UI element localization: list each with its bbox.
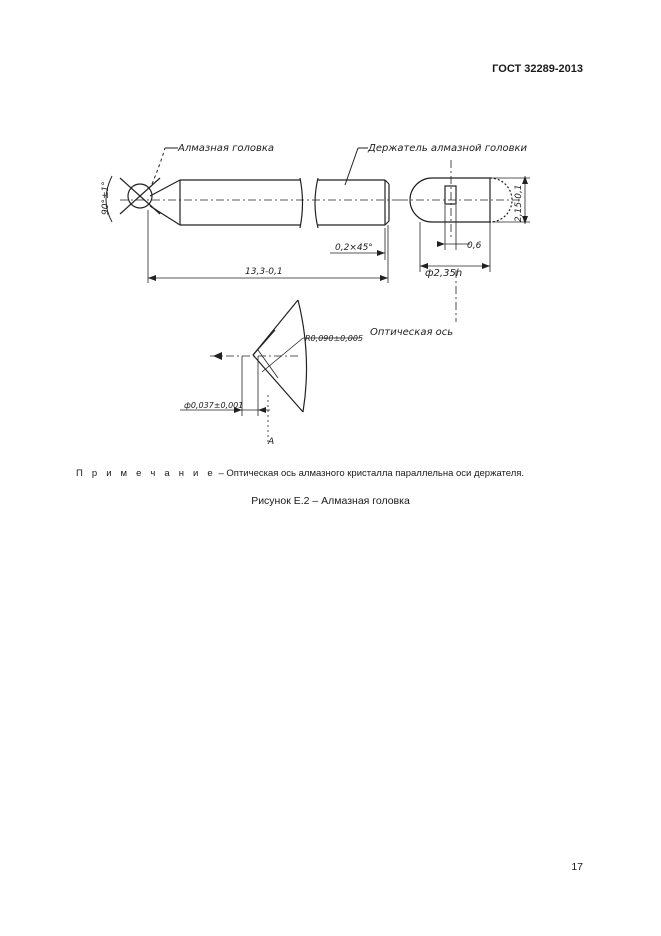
note-text: – Оптическая ось алмазного кристалла параллельна оси держателя. <box>215 468 525 479</box>
label-optical-axis: Оптическая ось <box>370 327 454 338</box>
standard-code: ГОСТ 32289-2013 <box>492 63 583 75</box>
label-diamond-head: Алмазная головка <box>178 143 275 154</box>
label-chamfer: 0,2×45° <box>335 243 373 253</box>
figure-note <box>76 468 596 479</box>
figure-caption: Рисунок Е.2 – Алмазная головка <box>251 495 410 507</box>
note-prefix: П р и м е ч а н и е <box>76 468 216 479</box>
label-radius: R0,090±0,005 <box>305 334 364 343</box>
technical-drawing <box>0 0 661 460</box>
detail-view-a <box>180 300 360 445</box>
holder-end-view <box>400 160 530 272</box>
label-angle: 90°±1° <box>101 181 111 215</box>
holder-side-view <box>120 178 389 228</box>
page-number: 17 <box>571 861 583 873</box>
label-square-side: 0,6 <box>467 241 482 251</box>
label-height: 2,15-0,1 <box>514 184 524 222</box>
label-length: 13,3-0,1 <box>245 267 283 277</box>
label-holder: Держатель алмазной головки <box>368 143 528 154</box>
label-diameter: ф2,35h <box>425 268 463 279</box>
label-tip-diameter: ф0,037±0,001 <box>184 401 244 410</box>
label-view-letter: A <box>268 437 275 447</box>
